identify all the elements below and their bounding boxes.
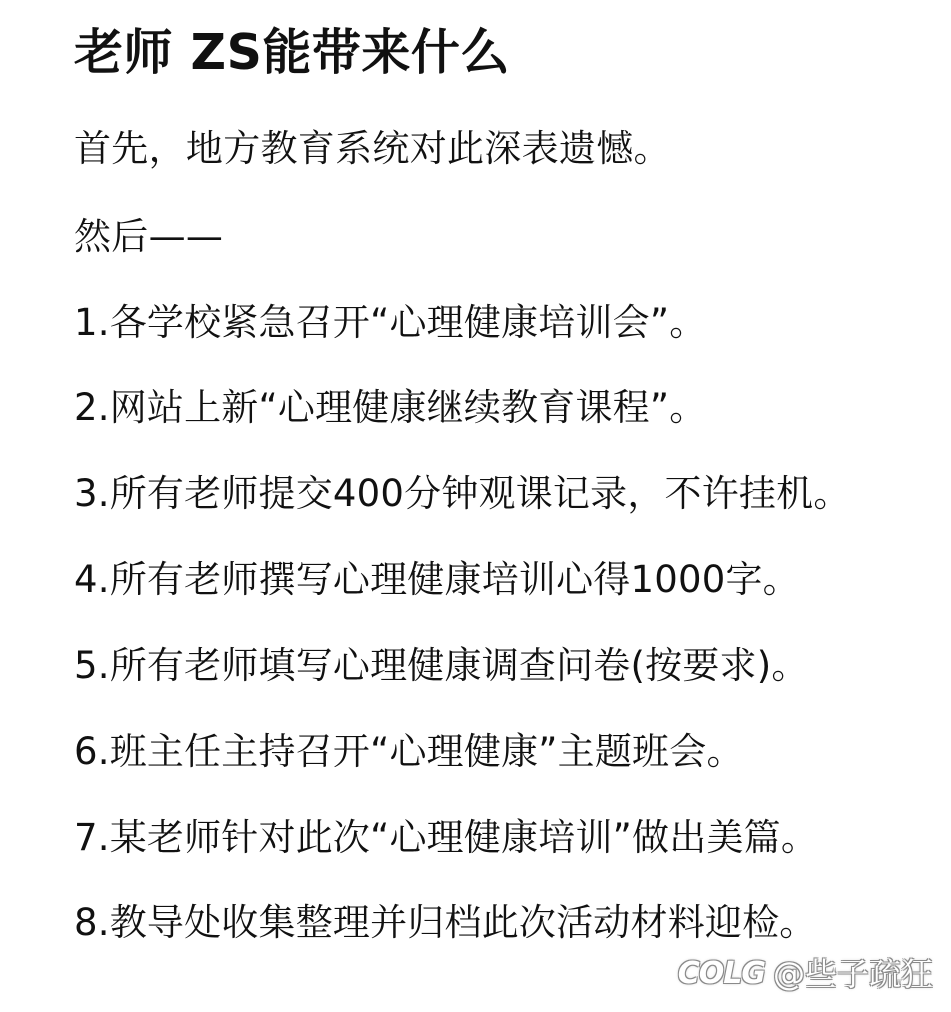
list-item: 7.某老师针对此次“心理健康培训”做出美篇。	[74, 816, 819, 859]
list-item: 2.网站上新“心理健康继续教育课程”。	[74, 386, 707, 429]
list-item: 4.所有老师撰写心理健康培训心得1000字。	[74, 558, 800, 601]
watermark	[678, 954, 933, 994]
intro-paragraph: 首先，地方教育系统对此深表遗憾。	[74, 127, 671, 170]
post-title: 老师 ZS能带来什么	[74, 24, 510, 81]
watermark-logo: COLG	[677, 956, 765, 991]
list-item: 6.班主任主持召开“心理健康”主题班会。	[74, 730, 744, 773]
then-paragraph: 然后——	[74, 215, 224, 258]
watermark-username: @些子疏狂	[772, 955, 933, 993]
list-item: 1.各学校紧急召开“心理健康培训会”。	[74, 301, 707, 344]
list-item: 5.所有老师填写心理健康调查问卷(按要求)。	[74, 644, 809, 687]
list-item: 3.所有老师提交400分钟观课记录，不许挂机。	[74, 472, 851, 515]
list-item: 8.教导处收集整理并归档此次活动材料迎检。	[74, 901, 817, 944]
